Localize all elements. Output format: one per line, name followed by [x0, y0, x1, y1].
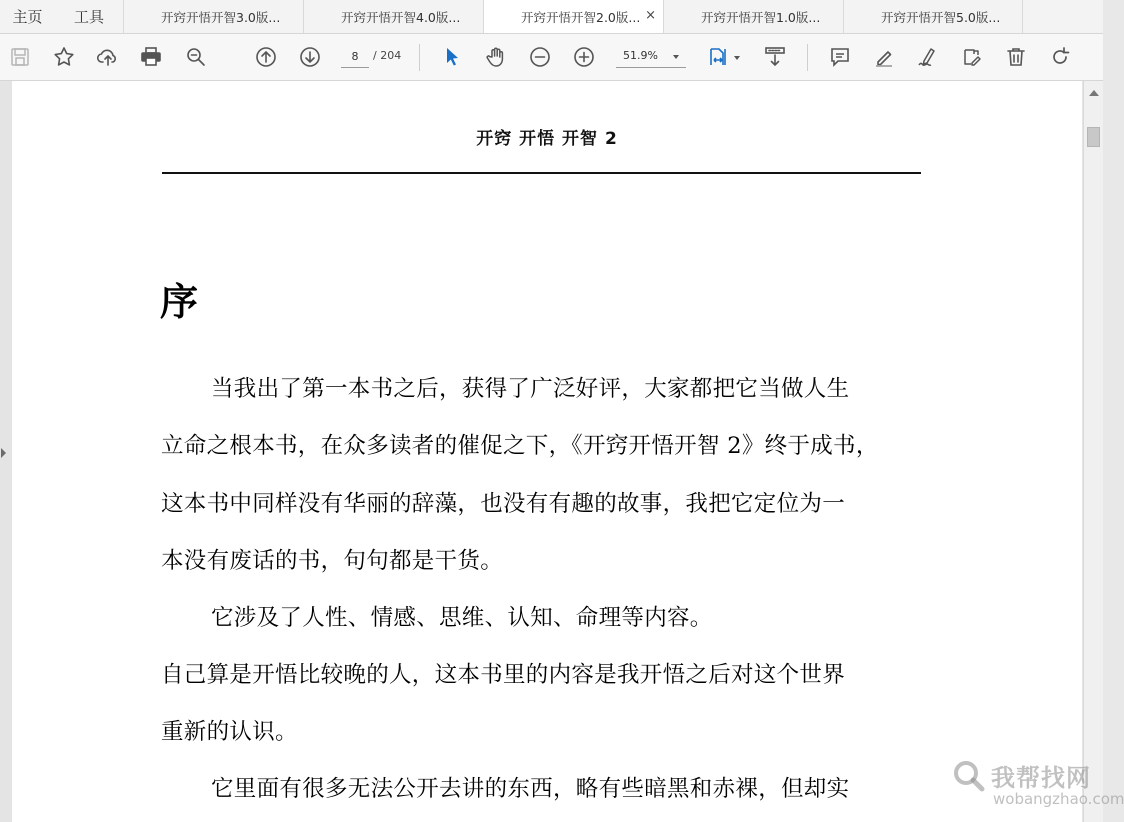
body-line: 立命之根本书，在众多读者的催促之下，《开窍开悟开智 2》终于成书，	[161, 433, 879, 459]
tab-label: 开窍开悟开智1.0版...	[701, 9, 821, 25]
tab-bar	[0, 0, 1103, 34]
comment-icon[interactable]	[826, 43, 854, 71]
upload-icon[interactable]	[94, 43, 122, 71]
tab-label: 开窍开悟开智4.0版...	[341, 9, 461, 25]
delete-icon[interactable]	[1002, 43, 1030, 71]
body-line: 本没有废话的书，句句都是干货。	[161, 548, 504, 574]
tab-document-1[interactable]	[663, 0, 843, 33]
page-number-input[interactable]	[341, 46, 369, 68]
body-line: 这本书中同样没有华丽的辞藻，也没有有趣的故事，我把它定位为一	[161, 491, 846, 517]
toolbar-divider	[807, 44, 808, 71]
chevron-down-icon	[673, 55, 679, 59]
toolbar-divider	[419, 44, 420, 71]
scroll-up-icon[interactable]	[1089, 90, 1099, 96]
tab-document-3[interactable]	[123, 0, 303, 33]
star-icon[interactable]	[50, 43, 78, 71]
fit-width-dropdown-icon[interactable]	[734, 56, 740, 60]
watermark-cn: 我帮找网	[991, 764, 1091, 792]
body-line: 重新的认识。	[161, 719, 298, 745]
hand-icon[interactable]	[482, 43, 510, 71]
save-icon[interactable]	[6, 43, 34, 71]
zoom-in-icon[interactable]	[570, 43, 598, 71]
tab-label: 开窍开悟开智2.0版...	[521, 9, 641, 25]
chapter-title: 序	[160, 279, 199, 324]
zoom-search-icon[interactable]	[182, 43, 210, 71]
zoom-select[interactable]	[616, 46, 686, 68]
menu-tools[interactable]: 工具	[73, 8, 104, 26]
arrow-up-icon[interactable]	[252, 43, 280, 71]
print-icon[interactable]	[137, 43, 165, 71]
select-cursor-icon[interactable]	[438, 43, 466, 71]
highlight-pen-icon[interactable]	[870, 43, 898, 71]
document-viewer	[0, 81, 1103, 822]
download-tray-icon[interactable]	[761, 43, 789, 71]
zoom-out-icon[interactable]	[526, 43, 554, 71]
menu-home[interactable]: 主页	[12, 8, 43, 26]
fit-width-icon[interactable]	[704, 43, 732, 71]
sign-icon[interactable]	[914, 43, 942, 71]
close-tab-icon[interactable]: ×	[645, 8, 656, 23]
watermark	[945, 754, 1124, 816]
tab-label: 开窍开悟开智5.0版...	[881, 9, 1001, 25]
running-header: 开窍 开悟 开智 2	[476, 129, 618, 149]
tab-document-2-active[interactable]	[483, 0, 663, 33]
body-line: 当我出了第一本书之后，获得了广泛好评，大家都把它当做人生	[211, 376, 850, 402]
page-total: / 204	[373, 49, 402, 62]
tab-document-5[interactable]	[843, 0, 1023, 33]
tab-label: 开窍开悟开智3.0版...	[161, 9, 281, 25]
magnifier-logo-icon	[951, 758, 987, 794]
watermark-en: wobangzhao.com	[993, 790, 1124, 808]
toolbar	[0, 34, 1103, 81]
edit-icon[interactable]	[958, 43, 986, 71]
header-rule	[162, 172, 921, 174]
scroll-thumb[interactable]	[1087, 127, 1100, 147]
vertical-scrollbar[interactable]	[1083, 81, 1103, 822]
body-line: 它涉及了人性、情感、思维、认知、命理等内容。	[211, 605, 713, 631]
pdf-page	[12, 81, 1082, 822]
tab-document-4[interactable]	[303, 0, 483, 33]
zoom-value: 51.9%	[623, 49, 658, 62]
arrow-down-icon[interactable]	[296, 43, 324, 71]
rotate-icon[interactable]	[1046, 43, 1074, 71]
sidebar-toggle-icon[interactable]	[1, 448, 6, 458]
body-line: 它里面有很多无法公开去讲的东西，略有些暗黑和赤裸，但却实	[211, 776, 850, 802]
body-line: 自己算是开悟比较晚的人，这本书里的内容是我开悟之后对这个世界	[161, 662, 846, 688]
